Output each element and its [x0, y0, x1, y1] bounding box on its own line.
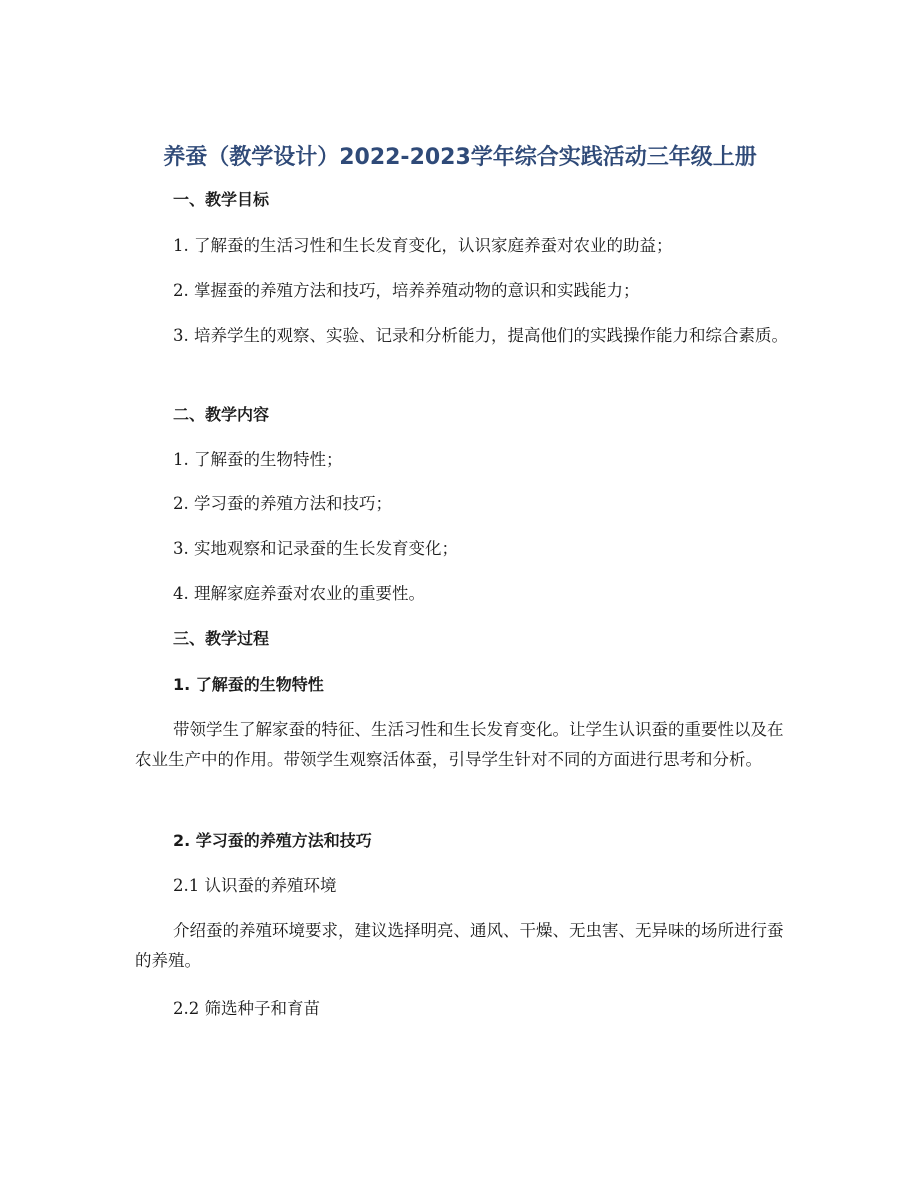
content-item-3: 3. 实地观察和记录蚕的生长发育变化；	[173, 539, 458, 558]
process-subheading-2: 2. 学习蚕的养殖方法和技巧	[173, 831, 372, 850]
content-item-2: 2. 学习蚕的养殖方法和技巧；	[173, 494, 392, 513]
section-heading-objectives: 一、教学目标	[173, 190, 270, 209]
process-subheading-2-2: 2.2 筛选种子和育苗	[173, 999, 320, 1018]
content-item-1: 1. 了解蚕的生物特性；	[173, 450, 343, 469]
process-paragraph-1: 带领学生了解家蚕的特征、生活习性和生长发育变化。让学生认识蚕的重要性以及在农业生产中的作用。带领学生观察活体蚕，引导学生针对不同的方面进行思考和分析。	[135, 720, 784, 769]
process-subheading-1: 1. 了解蚕的生物特性	[173, 675, 324, 694]
section-heading-process: 三、教学过程	[173, 629, 270, 648]
objective-item-1: 1. 了解蚕的生活习性和生长发育变化，认识家庭养蚕对农业的助益；	[173, 236, 673, 255]
process-subheading-2-1: 2.1 认识蚕的养殖环境	[173, 876, 337, 895]
document-title: 养蚕（教学设计）2022-2023学年综合实践活动三年级上册	[163, 145, 757, 170]
section-heading-content: 二、教学内容	[173, 405, 270, 424]
objective-item-3: 3. 培养学生的观察、实验、记录和分析能力，提高他们的实践操作能力和综合素质。	[173, 326, 788, 345]
objective-item-2: 2. 掌握蚕的养殖方法和技巧，培养养殖动物的意识和实践能力；	[173, 281, 640, 300]
process-paragraph-2-1: 介绍蚕的养殖环境要求，建议选择明亮、通风、干燥、无虫害、无异味的场所进行蚕的养殖。	[135, 921, 784, 970]
content-item-4: 4. 理解家庭养蚕对农业的重要性。	[173, 584, 425, 603]
